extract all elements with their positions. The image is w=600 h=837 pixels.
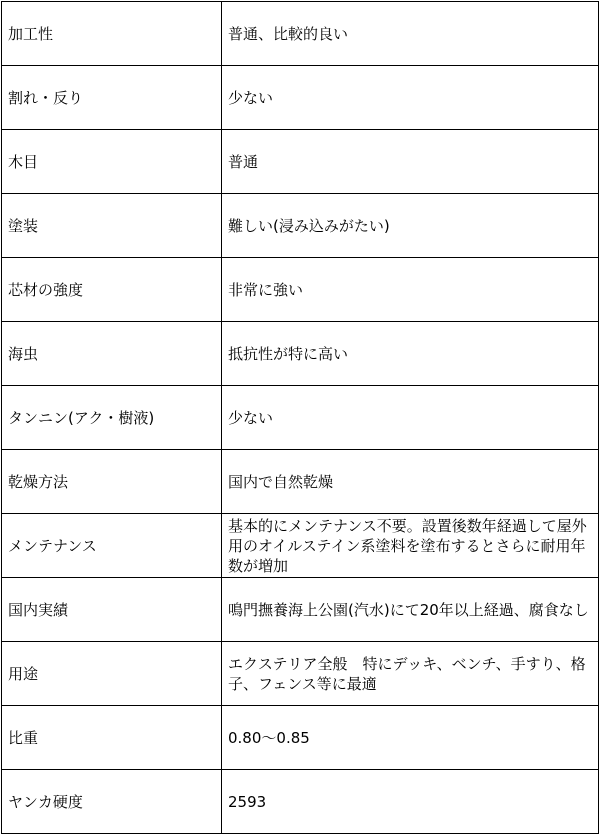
table-row — [2, 706, 599, 770]
row-value: 鳴門撫養海上公園(汽水)にて20年以上経過、腐食なし — [222, 578, 599, 642]
table-row — [2, 450, 599, 514]
row-label: 塗装 — [2, 194, 222, 258]
table-row — [2, 194, 599, 258]
row-label: 加工性 — [2, 2, 222, 66]
row-value: 2593 — [222, 770, 599, 834]
row-value: 少ない — [222, 386, 599, 450]
row-value: 普通、比較的良い — [222, 2, 599, 66]
table-row — [2, 66, 599, 130]
table-row — [2, 642, 599, 706]
row-label: 比重 — [2, 706, 222, 770]
row-label: ヤンカ硬度 — [2, 770, 222, 834]
row-value: 基本的にメンテナンス不要。設置後数年経過して屋外用のオイルステイン系塗料を塗布するとさらに耐用年数が増加 — [222, 514, 599, 578]
row-label: 木目 — [2, 130, 222, 194]
row-label: 割れ・反り — [2, 66, 222, 130]
table-row — [2, 322, 599, 386]
table-row — [2, 258, 599, 322]
table-row — [2, 578, 599, 642]
table-row — [2, 514, 599, 578]
row-value: 普通 — [222, 130, 599, 194]
table-row — [2, 130, 599, 194]
row-value: 難しい(浸み込みがたい) — [222, 194, 599, 258]
row-label: 国内実績 — [2, 578, 222, 642]
row-label: メンテナンス — [2, 514, 222, 578]
spec-table — [1, 1, 599, 834]
row-value: 国内で自然乾燥 — [222, 450, 599, 514]
row-label: 海虫 — [2, 322, 222, 386]
table-row — [2, 2, 599, 66]
table-row — [2, 770, 599, 834]
row-value: 少ない — [222, 66, 599, 130]
row-label: 乾燥方法 — [2, 450, 222, 514]
row-label: タンニン(アク・樹液) — [2, 386, 222, 450]
row-label: 用途 — [2, 642, 222, 706]
row-value: エクステリア全般 特にデッキ、ベンチ、手すり、格子、フェンス等に最適 — [222, 642, 599, 706]
row-label: 芯材の強度 — [2, 258, 222, 322]
row-value: 抵抗性が特に高い — [222, 322, 599, 386]
row-value: 非常に強い — [222, 258, 599, 322]
table-row — [2, 386, 599, 450]
row-value: 0.80～0.85 — [222, 706, 599, 770]
